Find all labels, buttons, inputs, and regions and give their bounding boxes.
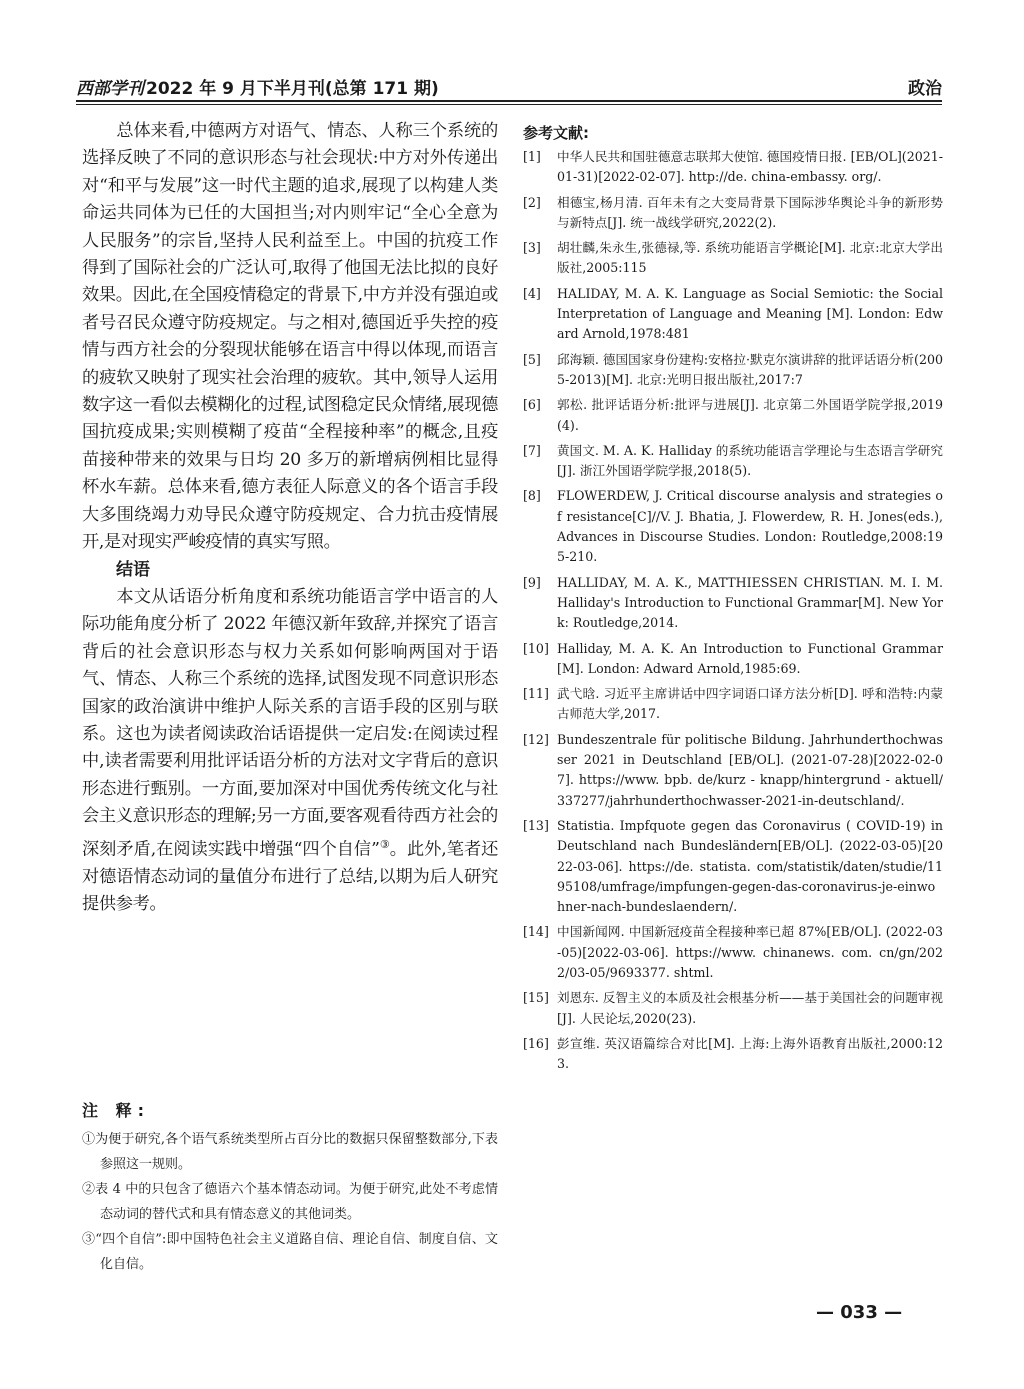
reference-item — [523, 284, 943, 345]
reference-text: 中华人民共和国驻德意志联邦大使馆. 德国疫情日报. [EB/OL](2021-01-31)[2022-02-07]. http://de. china-embassy. org/. — [557, 149, 943, 185]
conclusion-text-end: 。此外,笔者还对德语情态动词的量值分布进行了总结,以期为后人研究提供参考。 — [82, 839, 499, 915]
reference-item — [523, 441, 943, 482]
reference-text: Bundeszentrale für politische Bildung. Jahrhunderthochwasser 2021 in Deutschland [EB/OL]. (2021-07-28)[2022-02-07]. https://www. bpb. de/kurz - knapp/hintergrund - aktuell/337277/jahrhunderthochwasser-2021-in-deutschland/. — [557, 731, 943, 808]
note-item: ②表 4 中的只包含了德语六个基本情态动词。为便于研究,此处不考虑情态动词的替代式和具有情态意义的其他词类。 — [82, 1182, 498, 1222]
reference-item — [523, 395, 943, 436]
reference-item — [523, 193, 943, 234]
reference-number: [16] — [523, 1035, 549, 1051]
reference-number: [15] — [523, 990, 549, 1006]
reference-text: 胡壮麟,朱永生,张德禄,等. 系统功能语言学概论[M]. 北京:北京大学出版社,2005:115 — [557, 240, 943, 276]
reference-number: [12] — [523, 731, 549, 747]
reference-number: [2] — [523, 194, 541, 210]
reference-number: [10] — [523, 640, 549, 656]
conclusion-heading: 结语 — [116, 559, 150, 580]
reference-item — [523, 684, 943, 725]
reference-number: [4] — [523, 285, 541, 301]
reference-item — [523, 816, 943, 917]
note-item: ①为便于研究,各个语气系统类型所占百分比的数据只保留整数部分,下表参照这一规则。 — [82, 1132, 498, 1172]
issue-info: 2022 年 9 月下半月刊(总第 171 期) — [146, 79, 439, 99]
reference-item — [523, 486, 943, 567]
reference-text: 黄国文. M. A. K. Halliday 的系统功能语言学理论与生态语言学研究[J]. 浙江外国语学院学报,2018(5). — [557, 442, 943, 479]
conclusion-text: 本文从话语分析角度和系统功能语言学中语言的人际功能角度分析了 2022 年德汉新年致辞,并探究了语言背后的社会意识形态与权力关系如何影响两国对于语气、情态、人称三个系统的选择,试图发现不同意识形态国家的政治演讲中维护人际关系的言语手段的区别与联系。这也为读者阅读政治话语提供一定启发:在阅读过程中,读者需要利用批评话语分析的方法对文字背后的意识形态进行甄别。一方面,要加深对中国优秀传统文化与社会主义意识形态的理解;另一方面,要客观看待西方社会的深刻矛盾,在阅读实践中增强“四个自信” — [82, 586, 498, 860]
reference-text: 郭松. 批评话语分析:批评与进展[J]. 北京第二外国语学院学报,2019(4). — [557, 397, 943, 433]
body-paragraph: 总体来看,中德两方对语气、情态、人称三个系统的选择反映了不同的意识形态与社会现状:中方对外传递出对“和平与发展”这一时代主题的追求,展现了以构建人类命运共同体为已任的大国担当;对内则牢记“全心全意为人民服务”的宗旨,坚持人民利益至上。中国的抗疫工作得到了国际社会的广泛认可,取得了他国无法比拟的良好效果。因此,在全国疫情稳定的背景下,中方并没有强迫或者号召民众遵守防疫规定。与之相对,德国近乎失控的疫情与西方社会的分裂现状能够在语言中得以体现,而语言的疲软又映射了现实社会治理的疲软。其中,领导人运用数字这一看似去模糊化的过程,试图稳定民众情绪,展现德国抗疫成果;实则模糊了疫苗“全程接种率”的概念,且疫苗接种带来的效果与日均 20 多万的新增病例相比显得杯水车薪。总体来看,德方表征人际意义的各个语言手段大多围绕竭力劝导民众遵守防疫规定、合力抗击疫情展开,是对现实严峻疫情的真实写照。 — [82, 121, 498, 553]
reference-item — [523, 730, 943, 811]
notes-title: 注 释: — [82, 1101, 150, 1120]
reference-number: [1] — [523, 149, 541, 164]
reference-text: 刘恩东. 反智主义的本质及社会根基分析——基于美国社会的问题审视[J]. 人民论坛,2020(23). — [557, 990, 943, 1026]
reference-item — [523, 988, 943, 1029]
conclusion-paragraph — [82, 584, 498, 919]
reference-item — [523, 573, 943, 634]
page-number: — 033 — — [816, 1302, 903, 1323]
reference-number: [3] — [523, 240, 541, 256]
reference-text: HALLIDAY, M. A. K., MATTHIESSEN CHRISTIAN. M. I. M. Halliday's Introduction to Functional Grammar[M]. New York: Routledge,2014. — [557, 574, 943, 631]
references-section — [523, 122, 943, 1079]
reference-text: 中国新闻网. 中国新冠疫苗全程接种率已超 87%[EB/OL]. (2022-03-05)[2022-03-06]. https://www. chinanews. com. cn/gn/2022/03-05/9693377. shtml. — [557, 924, 943, 980]
references-title: 参考文献: — [523, 124, 589, 142]
reference-number: [5] — [523, 351, 541, 367]
reference-number: [14] — [523, 924, 549, 940]
header-rule-thin — [76, 104, 942, 105]
note-item: ③“四个自信”:即中国特色社会主义道路自信、理论自信、制度自信、文化自信。 — [82, 1232, 498, 1272]
reference-number: [7] — [523, 442, 541, 458]
reference-text: Statistia. Impfquote gegen das Coronavirus ( COVID-19) in Deutschland nach Bundesländern[EB/OL]. (2022-03-05)[2022-03-06]. https://de. statista. com/statistik/daten/studie/1195108/umfrage/impfungen-gegen-das-coronavirus-je-einwohner-nach-bundeslaendern/. — [557, 817, 943, 915]
reference-item — [523, 147, 943, 188]
reference-text: HALIDAY, M. A. K. Language as Social Semiotic: the Social Interpretation of Language and Meaning [M]. London: Edward Arnold,1978:481 — [557, 285, 943, 342]
page-header — [76, 72, 942, 102]
reference-text: 相德宝,杨月清. 百年未有之大变局背景下国际涉华舆论斗争的新形势与新特点[J]. 统一战线学研究,2022(2). — [557, 194, 943, 230]
reference-number: [8] — [523, 488, 541, 504]
header-rule — [76, 100, 942, 102]
reference-item — [523, 922, 943, 983]
reference-number: [9] — [523, 574, 541, 590]
reference-text: 邱海颖. 德国国家身份建构:安格拉·默克尔演讲辞的批评话语分析(2005-2013)[M]. 北京:光明日报出版社,2017:7 — [557, 351, 943, 387]
reference-text: 彭宣维. 英汉语篇综合对比[M]. 上海:上海外语教育出版社,2000:123. — [557, 1035, 943, 1072]
reference-item — [523, 639, 943, 680]
reference-number: [13] — [523, 817, 549, 833]
reference-number: [6] — [523, 397, 541, 413]
section-label: 政治 — [908, 79, 942, 99]
main-text-column — [82, 118, 498, 919]
reference-item — [523, 350, 943, 391]
reference-number: [11] — [523, 686, 549, 702]
reference-text: FLOWERDEW, J. Critical discourse analysis and strategies of resistance[C]//V. J. Bhatia, J. Flowerdew, R. H. Jones(eds.), Advances in Discourse Studies. London: Routledge,2008:195-210. — [557, 488, 943, 565]
reference-text: Halliday, M. A. K. An Introduction to Functional Grammar [M]. London: Adward Arnold,1985:69. — [557, 640, 943, 676]
notes-section — [82, 1098, 498, 1277]
reference-text: 武弋晗. 习近平主席讲话中四字词语口译方法分析[D]. 呼和浩特:内蒙古师范大学,2017. — [557, 686, 943, 722]
reference-item — [523, 238, 943, 279]
reference-item — [523, 1034, 943, 1075]
journal-logo: 西部学刊 — [76, 79, 144, 99]
footnote-marker[interactable]: ③ — [379, 837, 390, 851]
journal-issue — [76, 74, 439, 99]
